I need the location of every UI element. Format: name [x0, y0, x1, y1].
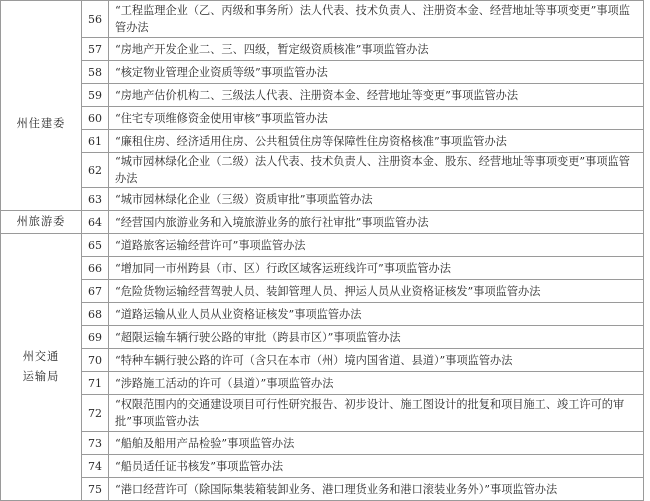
- table-row: [1, 257, 644, 280]
- item-number: 61: [82, 130, 109, 153]
- item-text: “城市园林绿化企业（二级）法人代表、技术负责人、注册资本金、股东、经营地址等事项变更”事项监管办法: [109, 153, 644, 188]
- item-number: 71: [82, 372, 109, 395]
- table-row: [1, 372, 644, 395]
- item-text: “增加同一市州跨县（市、区）行政区域客运班线许可”事项监管办法: [109, 257, 644, 280]
- item-text: “船员适任证书核发”事项监管办法: [109, 455, 644, 478]
- table-row: [1, 395, 644, 432]
- item-text: “住宅专项维修资金使用审核”事项监管办法: [109, 107, 644, 130]
- item-number: 62: [82, 153, 109, 188]
- item-text: “房地产估价机构二、三级法人代表、注册资本金、经营地址等变更”事项监管办法: [109, 84, 644, 107]
- table-row: [1, 188, 644, 211]
- item-number: 58: [82, 61, 109, 84]
- table-row: [1, 303, 644, 326]
- table-row: [1, 432, 644, 455]
- department-line: 运输局: [22, 370, 60, 383]
- table-row: [1, 61, 644, 84]
- table-row: [1, 280, 644, 303]
- item-number: 70: [82, 349, 109, 372]
- item-number: 59: [82, 84, 109, 107]
- item-number: 65: [82, 234, 109, 257]
- item-text: “核定物业管理企业资质等级”事项监管办法: [109, 61, 644, 84]
- item-text: “房地产开发企业二、三、四级，暂定级资质核准”事项监管办法: [109, 38, 644, 61]
- item-text: “危险货物运输经营驾驶人员、装卸管理人员、押运人员从业资格证核发”事项监管办法: [109, 280, 644, 303]
- item-text: “权限范围内的交通建设项目可行性研究报告、初步设计、施工图设计的批复和项目施工、竣工许可的审批”事项监管办法: [109, 395, 644, 432]
- item-text: “经营国内旅游业务和入境旅游业务的旅行社审批”事项监管办法: [109, 211, 644, 234]
- item-number: 64: [82, 211, 109, 234]
- table-row: [1, 326, 644, 349]
- item-number: 73: [82, 432, 109, 455]
- item-number: 67: [82, 280, 109, 303]
- item-text: “道路运输从业人员从业资格证核发”事项监管办法: [109, 303, 644, 326]
- table-row: [1, 84, 644, 107]
- table-row: [1, 38, 644, 61]
- item-number: 63: [82, 188, 109, 211]
- item-number: 72: [82, 395, 109, 432]
- item-text: “廉租住房、经济适用住房、公共租赁住房等保障性住房资格核准”事项监管办法: [109, 130, 644, 153]
- department-cell: [1, 234, 82, 501]
- item-text: “特种车辆行驶公路的许可（含只在本市（州）境内国省道、县道）”事项监管办法: [109, 349, 644, 372]
- department-cell-blank: [1, 1, 82, 38]
- item-text: “港口经营许可（除国际集装箱装卸业务、港口理货业务和港口滚装业务外）”事项监管办法: [109, 478, 644, 501]
- department-cell: 州旅游委: [1, 211, 82, 234]
- table-row: [1, 211, 644, 234]
- table-row: [1, 1, 644, 38]
- table-row: [1, 107, 644, 130]
- item-number: 75: [82, 478, 109, 501]
- item-text: “工程监理企业（乙、丙级和事务所）法人代表、技术负责人、注册资本金、经营地址等事项变更”事项监管办法: [109, 1, 644, 38]
- table-row: [1, 455, 644, 478]
- table-row: [1, 349, 644, 372]
- item-number: 57: [82, 38, 109, 61]
- item-number: 56: [82, 1, 109, 38]
- item-text: “涉路施工活动的许可（县道）”事项监管办法: [109, 372, 644, 395]
- table-row: [1, 153, 644, 188]
- table-row: [1, 478, 644, 501]
- department-line: 州交通: [22, 350, 60, 363]
- item-text: “超限运输车辆行驶公路的审批（跨县市区）”事项监管办法: [109, 326, 644, 349]
- table-row: [1, 130, 644, 153]
- table-row: [1, 234, 644, 257]
- item-number: 60: [82, 107, 109, 130]
- item-number: 69: [82, 326, 109, 349]
- item-text: “道路旅客运输经营许可”事项监管办法: [109, 234, 644, 257]
- item-number: 68: [82, 303, 109, 326]
- item-text: “城市园林绿化企业（三级）资质审批”事项监管办法: [109, 188, 644, 211]
- item-text: “船舶及船用产品检验”事项监管办法: [109, 432, 644, 455]
- item-number: 74: [82, 455, 109, 478]
- department-cell: 州住建委: [1, 38, 82, 211]
- item-number: 66: [82, 257, 109, 280]
